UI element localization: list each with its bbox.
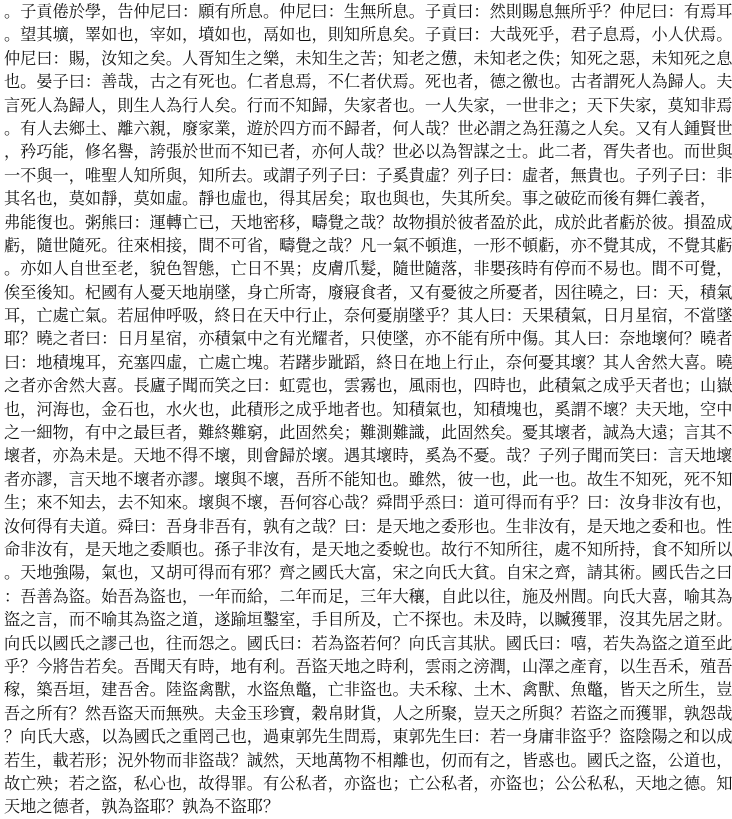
- text-line: ，矜巧能，修名譽，誇張於世而不知已者，亦何人哉？世必以為智謀之士。此二者，胥失者也。而世與: [4, 142, 732, 162]
- text-line: 乎？今將告若矣。吾聞天有時，地有利。吾盜天地之時利，雲雨之滂潤，山澤之產育，以生吾禾，殖吾: [4, 656, 732, 676]
- text-line: 向氏以國氏之謬己也，往而怨之。國氏曰：若為盜若何？向氏言其狀。國氏曰：嘻，若失為盜之道至此: [4, 633, 732, 653]
- text-line: 之者亦舍然大喜。長廬子聞而笑之曰：虹霓也，雲霧也，風雨也，四時也，此積氣之成乎天者也；山嶽: [4, 376, 732, 396]
- text-line: ：吾善為盜。始吾為盜也，一年而給，二年而足，三年大穰，自此以往，施及州閭。向氏大喜，喻其為: [4, 586, 732, 606]
- text-line: 者亦謬，言天地不壞者亦謬。壞與不壞，吾所不能知也。雖然，彼一也，此一也。故生不知死，死不知: [4, 469, 732, 489]
- text-line: 一不與一，唯聖人知所與，知所去。或謂子列子曰：子奚貴虛？列子曰：虛者，無貴也。子列子曰：非: [4, 165, 732, 185]
- text-line: 其名也，莫如靜，莫如虛。靜也虛也，得其居矣；取也與也，失其所矣。事之破矻而後有舞仁義者，: [4, 189, 717, 209]
- text-line: 耳，亡處亡氣。若屈伸呼吸，終日在天中行止，奈何憂崩墜乎？其人曰：天果積氣，日月星宿，不當墜: [4, 306, 732, 326]
- text-line: ？向氏大惑，以為國氏之重罔己也，過東郭先生問焉，東郭先生曰：若一身庸非盜乎？盜陰陽之和以成: [4, 727, 732, 747]
- text-line: 虧，隨世隨死。往來相接，間不可省，疇覺之哉？凡一氣不頓進，一形不頓虧，亦不覺其成，不覺其虧: [4, 235, 732, 255]
- text-line: 也。晏子曰：善哉，古之有死也。仁者息焉，不仁者伏焉。死也者，德之徼也。古者謂死人為歸人。夫: [4, 72, 732, 92]
- text-line: 稼，築吾垣，建吾舍。陸盜禽獸，水盜魚鼈，亡非盜也。夫禾稼、土木、禽獸、魚鼈，皆天之所生，豈: [4, 680, 732, 700]
- text-line: 。有人去鄉土、離六親，廢家業，遊於四方而不歸者，何人哉？世必謂之為狂蕩之人矣。又有人鍾賢世: [4, 118, 732, 138]
- text-line: 言死人為歸人，則生人為行人矣。行而不知歸，失家者也。一人失家，一世非之；天下失家，莫知非焉: [4, 95, 732, 115]
- text-line: 天地之德者，孰為盜耶？孰為不盜耶？: [4, 797, 280, 817]
- text-line: 耶？曉之者曰：日月星宿，亦積氣中之有光耀者，只使墜，亦不能有所中傷。其人曰：奈地壞何？曉者: [4, 329, 732, 349]
- text-line: 命非汝有，是天地之委順也。孫子非汝有，是天地之委蛻也。故行不知所往，處不知所持，食不知所以: [4, 539, 732, 559]
- text-line: 吾之所有？然吾盜天而無殃。夫金玉珍寶，穀帛財貨，人之所聚，豈天之所與？若盜之而獲罪，孰怨哉: [4, 703, 732, 723]
- text-line: 。亦如人自世至老，貌色智態，亡日不異；皮膚爪髮，隨世隨落，非嬰孩時有停而不易也。間不可覺，: [4, 259, 732, 279]
- classical-chinese-text: [4, 0, 732, 819]
- text-line: 仲尼曰：賜，汝知之矣。人胥知生之樂，未知生之苦；知老之憊，未知老之佚；知死之惡，未知死之息: [4, 48, 732, 68]
- text-line: 。望其壙，睪如也，宰如，墳如也，鬲如也，則知所息矣。子貢曰：大哉死乎，君子息焉，小人伏焉。: [4, 25, 732, 45]
- text-line: 。天地強陽，氣也，又胡可得而有邪？齊之國氏大富，宋之向氏大貧。自宋之齊，請其術。國氏告之曰: [4, 563, 732, 583]
- text-line: 。子貢倦於學，告仲尼曰：願有所息。仲尼曰：生無所息。子貢曰：然則賜息無所乎？仲尼曰：有焉耳: [4, 2, 732, 21]
- text-line: 也，河海也，金石也，水火也，此積形之成乎地者也。知積氣也，知積塊也，奚謂不壞？夫天地，空中: [4, 399, 732, 419]
- text-line: 若生，載若形；況外物而非盜哉？誠然，天地萬物不相離也，仞而有之，皆惑也。國氏之盜，公道也，: [4, 750, 732, 770]
- text-line: 之一細物，有中之最巨者，難終難窮，此固然矣；難測難識，此固然矣。憂其壞者，誠為大遠；言其不: [4, 423, 732, 443]
- text-line: 曰：地積塊耳，充塞四虛，亡處亡塊。若躇步跐蹈，終日在地上行止，奈何憂其壞？其人舍然大喜。曉: [4, 352, 732, 372]
- text-line: 弗能復也。粥熊曰：運轉亡已，天地密移，疇覺之哉？故物損於彼者盈於此，成於此者虧於彼。損盈成: [4, 212, 732, 232]
- text-line: 盜之言，而不喻其為盜之道，遂踰垣鑿室，手目所及，亡不探也。未及時，以贓獲罪，沒其先居之財。: [4, 610, 732, 630]
- text-line: 俟至後知。杞國有人憂天地崩墜，身亡所寄，廢寢食者，又有憂彼之所憂者，因往曉之，曰：天，積氣: [4, 282, 732, 302]
- text-line: 汝何得有夫道。舜曰：吾身非吾有，孰有之哉？曰：是天地之委形也。生非汝有，是天地之委和也。性: [4, 516, 732, 536]
- text-line: 生；來不知去，去不知來。壞與不壞，吾何容心哉？舜問乎烝曰：道可得而有乎？曰：汝身非汝有也，: [4, 493, 732, 513]
- text-line: 故亡殃；若之盜，私心也，故得罪。有公私者，亦盜也；亡公私者，亦盜也；公公私私，天地之德。知: [4, 773, 732, 793]
- text-line: 壞者，亦為未是。天地不得不壞，則會歸於壞。遇其壞時，奚為不憂。哉？子列子聞而笑曰：言天地壞: [4, 446, 732, 466]
